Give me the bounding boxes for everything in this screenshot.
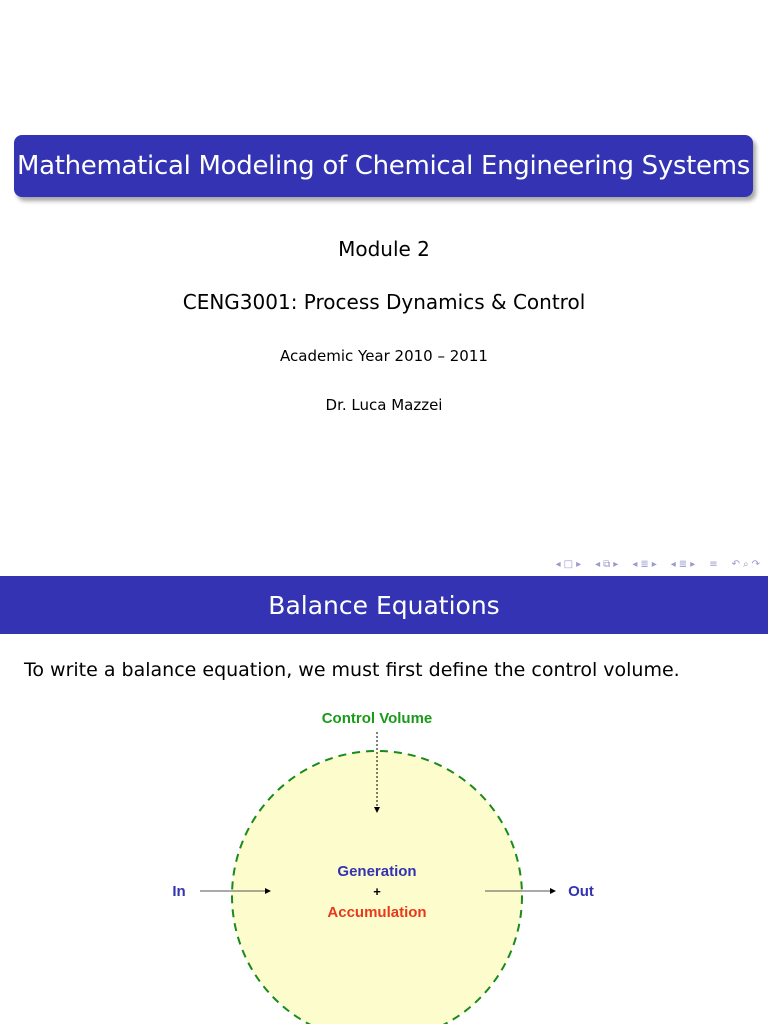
frame-title-bar (0, 576, 768, 634)
generation-label: Generation (337, 863, 417, 880)
arrow-right-icon[interactable]: ▸ (576, 558, 582, 570)
arrow-left-icon[interactable]: ◂ (595, 558, 601, 570)
control-volume-label: Control Volume (321, 710, 433, 727)
forward-icon[interactable]: ↷ (751, 558, 760, 570)
control-volume-diagram (0, 700, 768, 1024)
course-label: CENG3001: Process Dynamics & Control (182, 290, 586, 314)
arrow-left-icon[interactable]: ◂ (555, 558, 561, 570)
back-icon[interactable]: ↶ (731, 558, 740, 570)
plus-sign: + (373, 884, 381, 899)
diagram-graphic (0, 700, 768, 1024)
arrow-left-icon[interactable]: ◂ (632, 558, 638, 570)
frame-title: Balance Equations (268, 590, 500, 620)
slide-icon[interactable]: □ (563, 558, 574, 570)
frame-icon[interactable]: ⧉ (603, 558, 611, 570)
title-banner (14, 135, 753, 197)
arrow-right-icon[interactable]: ▸ (690, 558, 696, 570)
arrow-right-icon[interactable]: ▸ (613, 558, 619, 570)
academic-year: Academic Year 2010 – 2011 (280, 347, 488, 365)
section-icon[interactable]: ≣ (678, 558, 688, 570)
body-text: To write a balance equation, we must first define the control volume. (24, 659, 680, 681)
author-name: Dr. Luca Mazzei (325, 396, 443, 414)
arrow-left-icon[interactable]: ◂ (670, 558, 676, 570)
beamer-navigation (556, 556, 760, 572)
arrow-right-icon[interactable]: ▸ (651, 558, 657, 570)
subsection-icon[interactable]: ≣ (640, 558, 649, 570)
document-icon[interactable]: ≡ (709, 558, 718, 570)
out-label: Out (568, 883, 594, 900)
accumulation-label: Accumulation (327, 904, 427, 921)
presentation-title: Mathematical Modeling of Chemical Engineering Systems (16, 151, 751, 181)
module-label: Module 2 (338, 237, 430, 261)
in-label: In (172, 883, 186, 900)
search-icon[interactable]: ⌕ (743, 558, 749, 570)
